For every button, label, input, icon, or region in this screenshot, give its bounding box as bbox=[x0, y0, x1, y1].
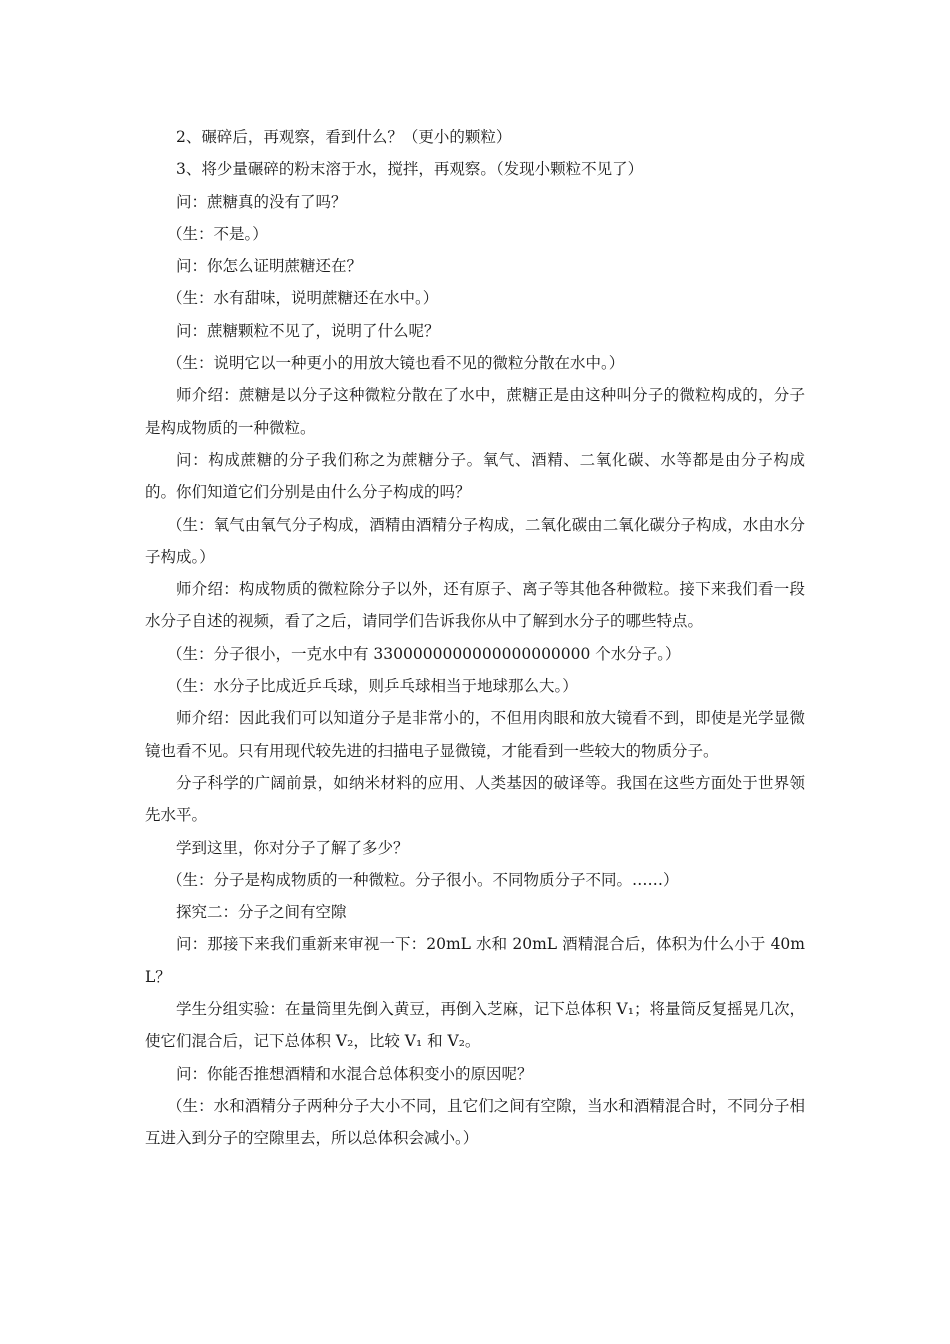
paragraph-student-answer: （生：说明它以一种更小的用放大镜也看不见的微粒分散在水中。） bbox=[167, 354, 625, 373]
paragraph-text: 分子科学的广阔前景，如纳米材料的应用、人类基因的破译等。我国在这些方面处于世界领先水平。 bbox=[145, 773, 805, 825]
paragraph-student-answer: （生：不是。） bbox=[167, 224, 268, 243]
document-body bbox=[145, 121, 805, 1155]
section-heading: 探究二：分子之间有空隙 bbox=[176, 903, 347, 922]
paragraph-question: 问：蔗糖真的没有了吗？ bbox=[176, 192, 347, 211]
paragraph-teacher-intro: 师介绍：因此我们可以知道分子是非常小的，不但用肉眼和放大镜看不到，即使是光学显微镜也看不见。只有用现代较先进的扫描电子显微镜，才能看到一些较大的物质分子。 bbox=[145, 709, 805, 760]
paragraph-teacher-intro: 师介绍：蔗糖是以分子这种微粒分散在了水中，蔗糖正是由这种叫分子的微粒构成的，分子是构成物质的一种微粒。 bbox=[145, 386, 805, 437]
paragraph-step-2: 2、碾碎后，再观察，看到什么？（更小的颗粒） bbox=[176, 128, 512, 146]
paragraph-question: 问：构成蔗糖的分子我们称之为蔗糖分子。氧气、酒精、二氧化碳、水等都是由分子构成的。你们知道它们分别是由什么分子构成的吗？ bbox=[145, 450, 805, 502]
paragraph-student-answer: （生：水有甜味，说明蔗糖还在水中。） bbox=[167, 289, 439, 308]
paragraph-student-answer: （生：分子很小，一克水中有 3300000000000000000000 个水分子。） bbox=[167, 644, 681, 663]
paragraph-experiment: 学生分组实验：在量筒里先倒入黄豆，再倒入芝麻，记下总体积 V₁；将量筒反复摇晃几次，使它们混合后，记下总体积 V₂，比较 V₁ 和 V₂。 bbox=[145, 1000, 805, 1051]
paragraph-student-answer: （生：水分子比成近乒乓球，则乒乓球相当于地球那么大。） bbox=[167, 677, 578, 696]
paragraph-student-answer: （生：水和酒精分子两种分子大小不同，且它们之间有空隙，当水和酒精混合时，不同分子相互进入到分子的空隙里去，所以总体积会减小。） bbox=[145, 1096, 805, 1148]
paragraph-step-3: 3、将少量碾碎的粉末溶于水，搅拌，再观察。（发现小颗粒不见了） bbox=[176, 160, 644, 179]
paragraph-student-answer: （生：分子是构成物质的一种微粒。分子很小。不同物质分子不同。……） bbox=[167, 870, 679, 889]
paragraph-text: 学到这里，你对分子了解了多少？ bbox=[176, 838, 409, 857]
paragraph-student-answer: （生：氧气由氧气分子构成，酒精由酒精分子构成，二氧化碳由二氧化碳分子构成，水由水分子构成。） bbox=[145, 515, 805, 566]
paragraph-question: 问：你能否推想酒精和水混合总体积变小的原因呢？ bbox=[176, 1064, 533, 1083]
paragraph-question: 问：蔗糖颗粒不见了，说明了什么呢？ bbox=[176, 321, 440, 340]
paragraph-teacher-intro: 师介绍：构成物质的微粒除分子以外，还有原子、离子等其他各种微粒。接下来我们看一段水分子自述的视频，看了之后，请同学们告诉我你从中了解到水分子的哪些特点。 bbox=[145, 580, 805, 631]
paragraph-question: 问：那接下来我们重新来审视一下：20mL 水和 20mL 酒精混合后，体积为什么小于 40mL？ bbox=[145, 935, 805, 986]
paragraph-question: 问：你怎么证明蔗糖还在？ bbox=[176, 257, 363, 276]
